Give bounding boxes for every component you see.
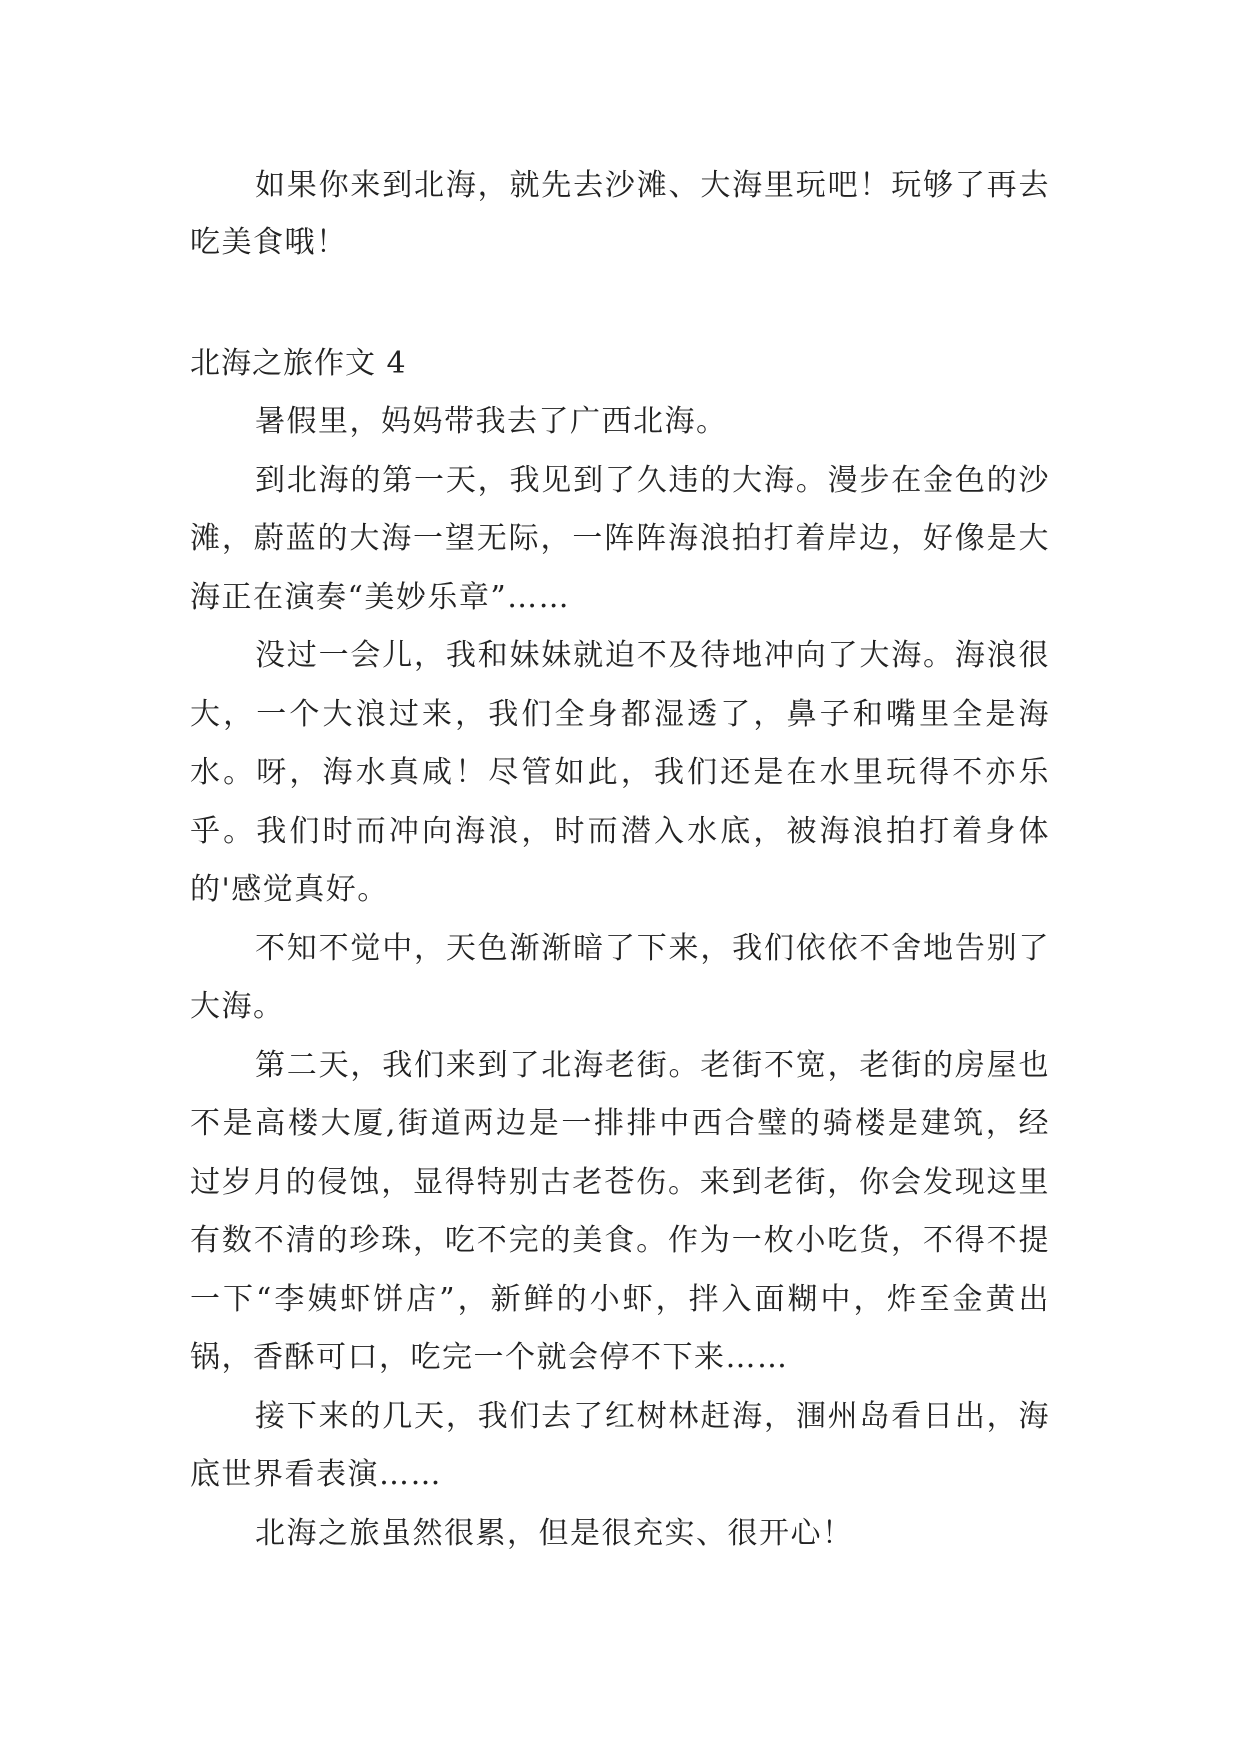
- document-page: [190, 157, 1050, 1563]
- body-paragraph-7: 北海之旅虽然很累，但是很充实、很开心！: [255, 1515, 854, 1551]
- body-paragraph-3: 没过一会儿，我和妹妹就迫不及待地冲向了大海。海浪很大，一个大浪过来，我们全身都湿透了，鼻子和嘴里全是海水。呀，海水真咸！尽管如此，我们还是在水里玩得不亦乐乎。我们时而冲向海浪，时而潜入水底，被海浪拍打着身体的'感觉真好。: [190, 638, 1050, 907]
- body-paragraph-1: 暑假里，妈妈带我去了广西北海。: [255, 404, 728, 439]
- body-paragraph-5: 第二天，我们来到了北海老街。老街不宽，老街的房屋也不是高楼大厦,街道两边是一排排中西合璧的骑楼是建筑，经过岁月的侵蚀，显得特别古老苍伤。来到老街，你会发现这里有数不清的珍珠，吃不完的美食。作为一枚小吃货，不得不提一下“李姨虾饼店”，新鲜的小虾，拌入面糊中，炸至金黄出锅，香酥可口，吃完一个就会停不下来……: [190, 1047, 1050, 1375]
- body-paragraph-2: 到北海的第一天，我见到了久违的大海。漫步在金色的沙滩，蔚蓝的大海一望无际，一阵阵海浪拍打着岸边，好像是大海正在演奏“美妙乐章”……: [190, 462, 1050, 615]
- body-paragraph-4: 不知不觉中，天色渐渐暗了下来，我们依依不舍地告别了大海。: [190, 930, 1050, 1024]
- section-heading: 北海之旅作文 4: [190, 346, 407, 381]
- body-paragraph-6: 接下来的几天，我们去了红树林赶海，涠州岛看日出，海底世界看表演……: [190, 1398, 1050, 1492]
- intro-paragraph: 如果你来到北海，就先去沙滩、大海里玩吧！玩够了再去吃美食哦！: [190, 168, 1050, 260]
